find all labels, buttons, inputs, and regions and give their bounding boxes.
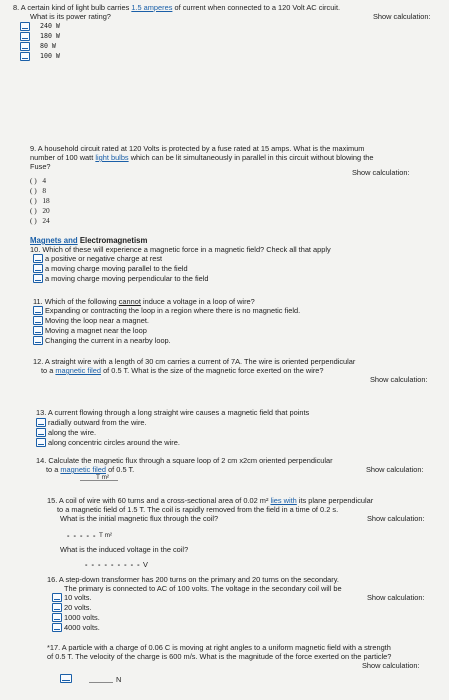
- q11-text: 11. Which of the following cannot induce a voltage in a loop of wire?: [33, 297, 255, 306]
- q9-link[interactable]: light bulbs: [95, 153, 129, 162]
- q17-answer-box[interactable]: [60, 674, 72, 683]
- q9-show-calculation: Show calculation:: [352, 168, 410, 177]
- q13-option-label-2: along the wire.: [48, 428, 97, 437]
- q14-text-line2: to a magnetic filed of 0.5 T.: [46, 465, 135, 474]
- q9-option-4[interactable]: ( ) 20: [30, 206, 50, 215]
- q9-option-1[interactable]: ( ) 4: [30, 176, 47, 185]
- q10-option-checkbox-3[interactable]: [33, 274, 43, 283]
- q17-unit: N: [116, 675, 122, 684]
- q8-option-checkbox-3[interactable]: [20, 42, 30, 51]
- q15-unit-2: V: [143, 560, 148, 569]
- q11-option-checkbox-1[interactable]: [33, 306, 43, 315]
- q8-option-checkbox-4[interactable]: [20, 52, 30, 61]
- q12-text-line2: to a magnetic filed of 0.5 T. What is the size of the magnetic force exerted on the wire?: [41, 366, 324, 375]
- q15-answer-blank-2[interactable]: - - - - - - - - -: [85, 560, 141, 569]
- q15-text-line3: What is the initial magnetic flux through the coil?: [60, 514, 219, 523]
- q17-answer-blank[interactable]: [89, 682, 113, 683]
- q14-link[interactable]: magnetic filed: [60, 465, 106, 474]
- q13-option-checkbox-1[interactable]: [36, 418, 46, 427]
- q13-option-label-3: along concentric circles around the wire.: [48, 438, 180, 447]
- q8-option-label-1: 240 W: [40, 22, 60, 30]
- q10-option-label-1: a positive or negative charge at rest: [45, 254, 163, 263]
- q11-option-label-3: Moving a magnet near the loop: [45, 326, 147, 335]
- q8-option-label-2: 180 W: [40, 32, 60, 40]
- q15-text-line2: to a magnetic field of 1.5 T. The coil is rapidly removed from the field in a time of 0.2 s.: [57, 505, 339, 514]
- q10-option-label-2: a moving charge moving parallel to the field: [45, 264, 188, 273]
- q16-option-label-4: 4000 volts.: [64, 623, 100, 632]
- q15-unit-1: T m²: [99, 532, 113, 539]
- q17-text-line2: of 0.5 T. The velocity of the charge is 600 m/s. What is the magnitude of the force exerted on the particle?: [47, 652, 392, 661]
- q9-text-line1: 9. A household circuit rated at 120 Volts is protected by a fuse rated at 15 amps. What is the maximum: [30, 144, 365, 153]
- q11-option-checkbox-4[interactable]: [33, 336, 43, 345]
- q16-text-line2: The primary is connected to AC of 100 volts. The voltage in the secondary coil will be: [64, 584, 342, 593]
- q11-option-label-4: Changing the current in a nearby loop.: [45, 336, 171, 345]
- q8-option-checkbox-2[interactable]: [20, 32, 30, 41]
- q11-option-checkbox-2[interactable]: [33, 316, 43, 325]
- q10-option-checkbox-2[interactable]: [33, 264, 43, 273]
- q15-link[interactable]: lies with: [270, 496, 297, 505]
- q8-text-line2: What is its power rating?: [30, 12, 111, 21]
- q16-option-label-3: 1000 volts.: [64, 613, 100, 622]
- q9-text-line3: Fuse?: [30, 162, 51, 171]
- q13-option-checkbox-3[interactable]: [36, 438, 46, 447]
- q11-option-checkbox-3[interactable]: [33, 326, 43, 335]
- q14-unit: T m²: [96, 474, 110, 481]
- q16-option-checkbox-4[interactable]: [52, 623, 62, 632]
- q14-show-calculation: Show calculation:: [366, 465, 424, 474]
- q13-text: 13. A current flowing through a long straight wire causes a magnetic field that points: [36, 408, 310, 417]
- q15-show-calculation: Show calculation:: [367, 514, 425, 523]
- q16-option-checkbox-1[interactable]: [52, 593, 62, 602]
- q8-option-label-3: 80 W: [40, 42, 56, 50]
- q9-option-5[interactable]: ( ) 24: [30, 216, 50, 225]
- q10-option-checkbox-1[interactable]: [33, 254, 43, 263]
- q15-text-line1: 15. A coil of wire with 60 turns and a cross-sectional area of 0.02 m² lies with its plane perpendicular: [47, 496, 374, 505]
- q8-link[interactable]: 1.5 amperes: [131, 3, 173, 12]
- q9-text-line2: number of 100 watt light bulbs which can be lit simultaneously in parallel in this circuit without blowing the: [30, 153, 374, 162]
- q15-text-line4: What is the induced voltage in the coil?: [60, 545, 189, 554]
- q15-answer-blank-1[interactable]: - - - - -: [67, 531, 97, 540]
- q16-option-checkbox-2[interactable]: [52, 603, 62, 612]
- q16-show-calculation: Show calculation:: [367, 593, 425, 602]
- q8-show-calculation: Show calculation:: [373, 12, 431, 21]
- q12-text-line1: 12. A straight wire with a length of 30 cm carries a current of 7A. The wire is oriented perpendicular: [33, 357, 356, 366]
- q10-text: 10. Which of these will experience a magnetic force in a magnetic field? Check all that apply: [30, 245, 331, 254]
- section-heading: Magnets and Electromagnetism: [30, 236, 148, 245]
- q11-option-label-2: Moving the loop near a magnet.: [45, 316, 149, 325]
- q8-option-checkbox-1[interactable]: [20, 22, 30, 31]
- q11-option-label-1: Expanding or contracting the loop in a region where there is no magnetic field.: [45, 306, 301, 315]
- q9-option-2[interactable]: ( ) 8: [30, 186, 47, 195]
- q9-option-3[interactable]: ( ) 18: [30, 196, 50, 205]
- q12-link[interactable]: magnetic filed: [55, 366, 101, 375]
- q16-option-checkbox-3[interactable]: [52, 613, 62, 622]
- q8-text-line1: 8. A certain kind of light bulb carries 1.5 amperes of current when connected to a 120 Volt AC circuit.: [13, 3, 341, 12]
- q8-option-label-4: 100 W: [40, 52, 60, 60]
- section-link[interactable]: Magnets and: [30, 236, 78, 245]
- q16-option-label-2: 20 volts.: [64, 603, 92, 612]
- q17-text-line1: *17. A particle with a charge of 0.06 C is moving at right angles to a uniform magnetic field with a strength: [47, 643, 391, 652]
- q16-option-label-1: 10 volts.: [64, 593, 92, 602]
- q14-text-line1: 14. Calculate the magnetic flux through a square loop of 2 cm x2cm oriented perpendicular: [36, 456, 333, 465]
- q16-text-line1: 16. A step-down transformer has 200 turns on the primary and 20 turns on the secondary.: [47, 575, 339, 584]
- q13-option-checkbox-2[interactable]: [36, 428, 46, 437]
- q17-show-calculation: Show calculation:: [362, 661, 420, 670]
- q10-option-label-3: a moving charge moving perpendicular to the field: [45, 274, 209, 283]
- q12-show-calculation: Show calculation:: [370, 375, 428, 384]
- q13-option-label-1: radially outward from the wire.: [48, 418, 147, 427]
